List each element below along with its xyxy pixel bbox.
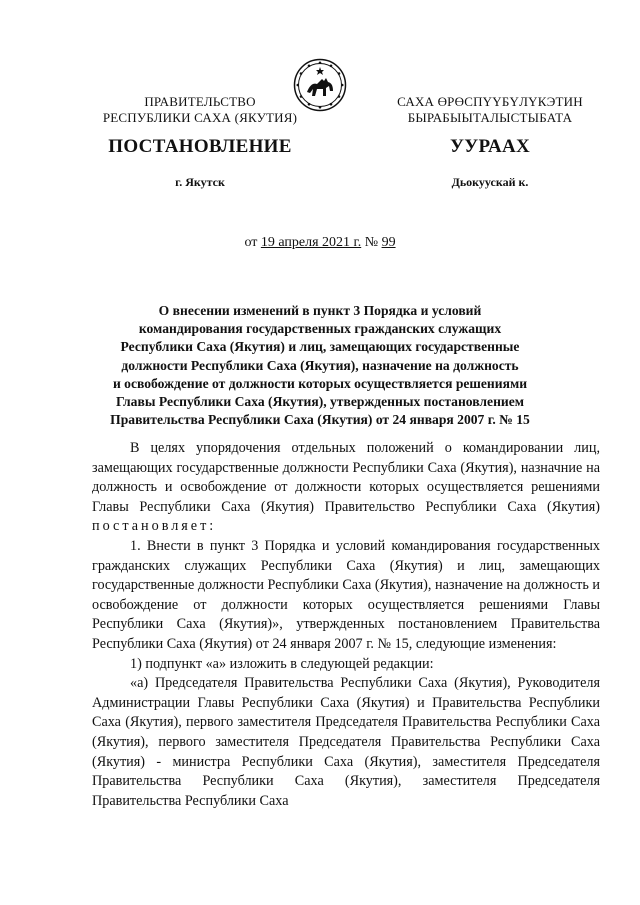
body-paragraph	[92, 439, 600, 537]
paragraph-text: В целях упорядочения отдельных положений о командировании лиц, замещающих государственные должности Республики Саха (Якутия), назначние на должность и освобождение от должности которых осуществляется решениями Главы Республики Саха (Якутия) Правительство Республики Саха (Якутия)	[92, 440, 600, 515]
org-name-line: ПРАВИТЕЛЬСТВО	[144, 94, 256, 109]
document-date: 19 апреля 2021 г.	[260, 235, 362, 250]
title-line: командирования государственных гражданских служащих	[138, 321, 502, 337]
title-line: Правительства Республики Саха (Якутия) от 24 января 2007 г. № 15	[110, 412, 530, 428]
body-paragraph: 1) подпункт «а» изложить в следующей редакции:	[130, 655, 434, 672]
document-number: 99	[381, 235, 396, 250]
city-sakha: Дьокуускай к.	[451, 175, 529, 189]
body-paragraph: «а) Председателя Правительства Республики Саха (Якутия), Руководителя Администрации Главы Республики Саха (Якутия) и Правительства Республики Саха (Якутия), первого заместителя Председателя Правительства Республики Саха (Якутия), первого заместителя Председателя Правительства Республики Саха (Якутия) - министра Республики Саха (Якутия), заместителя Председателя Правительства Республики Саха (Якутия), заместителя Председателя Правительства Республики Саха	[92, 675, 600, 809]
title-line: Республики Саха (Якутия) и лиц, замещающих государственные	[120, 339, 520, 355]
city-russian: г. Якутск	[175, 175, 225, 189]
title-line: должности Республики Саха (Якутия), назначение на должность	[121, 357, 519, 373]
doctype-russian: ПОСТАНОВЛЕНИЕ	[108, 136, 292, 157]
body-paragraph: 1. Внести в пункт 3 Порядка и условий командирования государственных гражданских служащих Республики Саха (Якутия) и лиц, замещающих государственные должности Республики Саха (Якутия), назначение на должность и освобождение от должности которых осуществляется решениями Главы Республики Саха (Якутия)», утвержденных постановлением Правительства Республики Саха (Якутия) от 24 января 2007 г. № 15, следующие изменения:	[92, 537, 600, 652]
org-name-line: РЕСПУБЛИКИ САХА (ЯКУТИЯ)	[102, 110, 298, 125]
resolution-word: постановляет:	[92, 518, 217, 535]
document-body	[92, 439, 600, 811]
number-label: №	[364, 235, 379, 250]
title-line: О внесении изменений в пункт 3 Порядка и условий	[158, 303, 482, 318]
government-org-name-sakha	[375, 94, 605, 126]
doctype-sakha: УУРААХ	[449, 136, 531, 157]
date-prefix: от	[244, 235, 258, 250]
title-line: и освобождение от должности которых осуществляется решениями	[112, 375, 528, 391]
org-name-line: БЫРАБЫЫТАЛЫСТЫБАТА	[407, 110, 573, 125]
title-line: Главы Республики Саха (Якутия), утвержденных постановлением	[115, 394, 525, 410]
org-name-line: САХА ӨРӨСПҮҮБҮЛҮКЭТИН	[397, 94, 583, 109]
date-and-number-line	[0, 235, 640, 251]
document-title	[100, 302, 540, 429]
government-org-name	[85, 94, 315, 126]
